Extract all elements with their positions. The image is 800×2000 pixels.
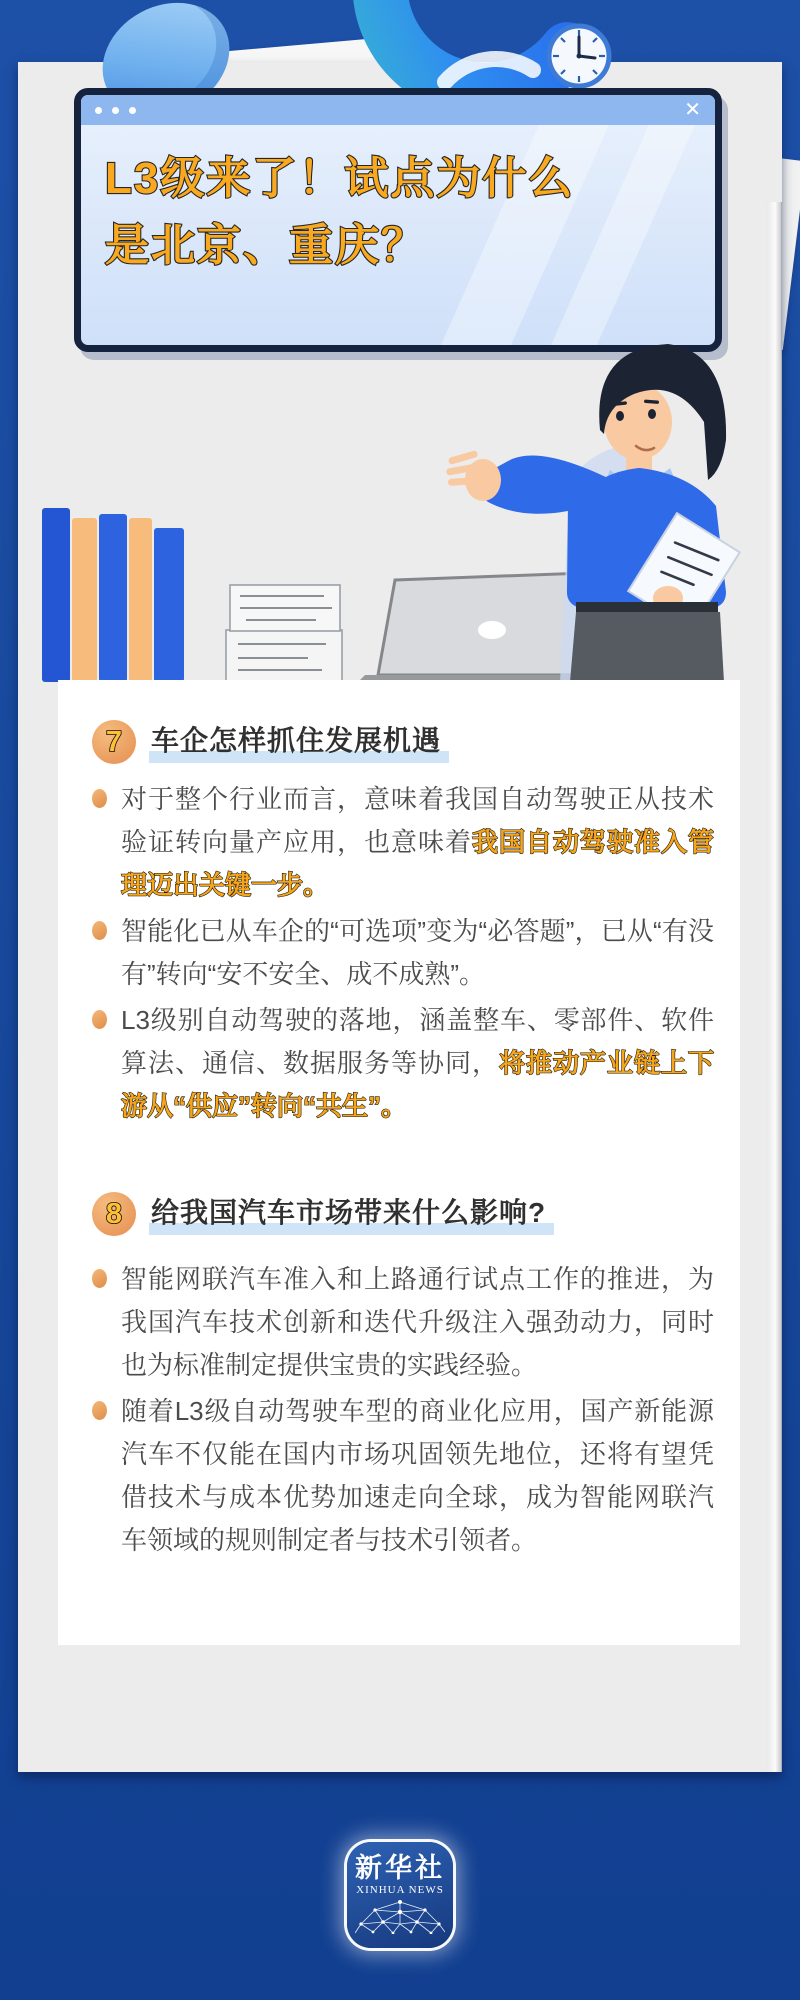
- clock-icon: [545, 22, 613, 90]
- list-item: L3级别自动驾驶的落地，涵盖整车、零部件、软件算法、通信、数据服务等协同，将推动产业链上下游从“供应”转向“共生”。: [92, 999, 714, 1128]
- paper-stack-illustration: [226, 585, 342, 682]
- close-icon[interactable]: ✕: [684, 99, 701, 121]
- illustration: [40, 330, 790, 682]
- window-titlebar: [81, 95, 715, 125]
- books-illustration: [42, 508, 184, 682]
- window-dot: [95, 107, 102, 114]
- xinhua-news-logo: [347, 1842, 453, 1948]
- list-item: 对于整个行业而言，意味着我国自动驾驶正从技术验证转向量产应用，也意味着我国自动驾驶准入管理迈出关键一步。: [92, 778, 714, 907]
- section-title: 车企怎样抓住发展机遇: [149, 721, 449, 763]
- section-number-badge: 8: [92, 1192, 136, 1236]
- list-item: 智能网联汽车准入和上路通行试点工作的推进，为我国汽车技术创新和迭代升级注入强劲动力，同时也为标准制定提供宝贵的实践经验。: [92, 1258, 714, 1387]
- bullet-dot: [92, 1269, 107, 1288]
- window-content: [81, 125, 715, 352]
- poster-title-line2: 是北京、重庆？: [105, 221, 427, 270]
- section-title: 给我国汽车市场带来什么影响?: [149, 1193, 554, 1235]
- content-card: [58, 680, 740, 1645]
- list-item: 随着L3级自动驾驶车型的商业化应用，国产新能源汽车不仅能在国内市场巩固领先地位，还将有望凭借技术与成本优势加速走向全球，成为智能网联汽车领域的规则制定者与技术引领者。: [92, 1390, 714, 1562]
- bullet-dot: [92, 1401, 107, 1420]
- bullet-dot: [92, 789, 107, 808]
- browser-window: [74, 88, 722, 352]
- network-globe-icon: [355, 1898, 445, 1934]
- section-8: [92, 1192, 714, 1562]
- logo-en-text: XINHUA NEWS: [356, 1884, 444, 1896]
- list-item: 智能化已从车企的“可选项”变为“必答题”，已从“有没有”转向“安不安全、成不成熟”。: [92, 910, 714, 996]
- window-dot: [129, 107, 136, 114]
- poster-title-line1: L3级来了！试点为什么: [105, 154, 575, 203]
- bullet-list: [92, 778, 714, 1128]
- logo-cn-text: 新华社: [355, 1853, 445, 1883]
- window-dot: [112, 107, 119, 114]
- section-7: [92, 720, 714, 1128]
- bullet-list: [92, 1258, 714, 1562]
- bullet-dot: [92, 921, 107, 940]
- bullet-dot: [92, 1010, 107, 1029]
- section-number-badge: 7: [92, 720, 136, 764]
